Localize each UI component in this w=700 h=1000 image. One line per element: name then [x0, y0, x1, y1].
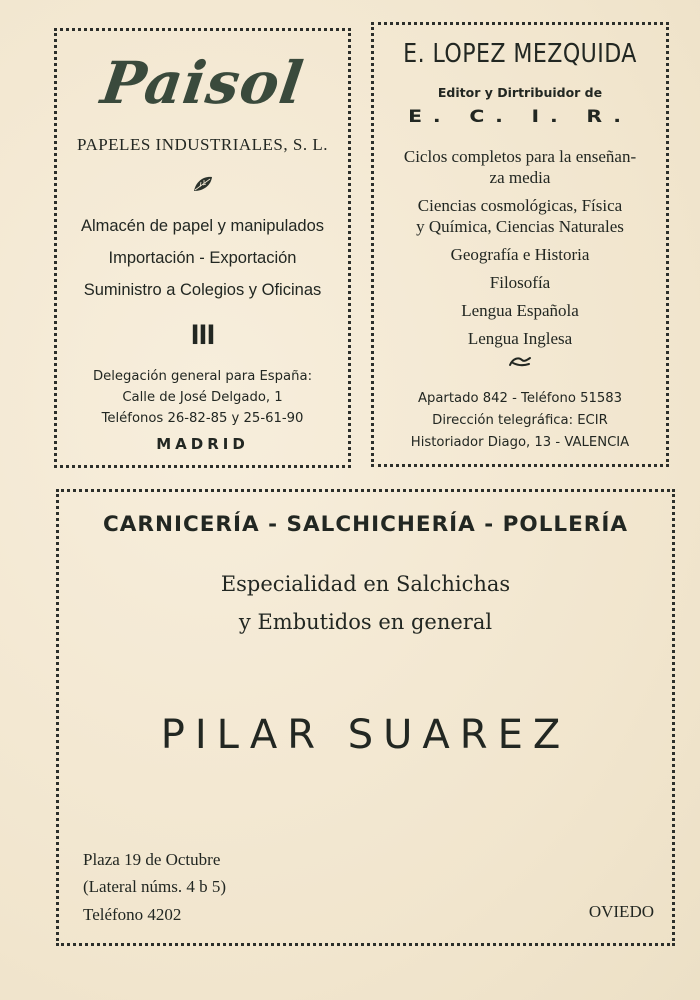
lopez-brand: E. C. I. R.: [408, 107, 632, 127]
lopez-subject: Lengua Española: [461, 301, 579, 320]
paisol-service: Almacén de papel y manipulados: [80, 217, 325, 235]
lopez-subject: Filosofía: [489, 273, 551, 292]
pilar-address: Plaza 19 de Octubre: [83, 850, 221, 869]
lopez-mezquida-advert: [371, 22, 669, 467]
lopez-cycles-line1: Ciclos completos para la enseñan-: [403, 147, 637, 166]
lopez-title: E. LOPEZ MEZQUIDA: [403, 39, 637, 69]
paisol-service: Importación - Exportación: [108, 249, 297, 267]
lopez-contact: Dirección telegráfica: ECIR: [432, 413, 608, 428]
paisol-service: Suministro a Colegios y Oficinas: [83, 281, 322, 299]
paisol-delegation: Delegación general para España:: [92, 369, 313, 384]
lopez-subject: Geografía e Historia: [450, 245, 590, 264]
paisol-city: MADRID: [156, 435, 249, 453]
pilar-suarez-advert: [56, 489, 675, 946]
lopez-subject: Ciencias cosmológicas, Física: [417, 196, 623, 215]
flourish-icon: [374, 355, 666, 374]
pilar-city: OVIEDO: [588, 902, 654, 921]
pilar-heading: CARNICERÍA - SALCHICHERÍA - POLLERÍA: [103, 512, 628, 537]
leaf-icon: [57, 175, 348, 198]
lopez-subject: Lengua Inglesa: [467, 329, 573, 348]
triple-bar-ornament: III: [190, 319, 215, 351]
pilar-address: (Lateral núms. 4 b 5): [83, 877, 227, 896]
lopez-contact: Historiador Diago, 13 - VALENCIA: [410, 435, 630, 450]
pilar-specialty-line2: y Embutidos en general: [238, 610, 493, 634]
lopez-subject: y Química, Ciencias Naturales: [416, 217, 624, 236]
lopez-contact: Apartado 842 - Teléfono 51583: [417, 391, 623, 406]
paisol-company-name: PAPELES INDUSTRIALES, S. L.: [77, 135, 328, 154]
paisol-logo: Paisol: [97, 49, 308, 117]
pilar-specialty-line1: Especialidad en Salchichas: [220, 572, 511, 596]
pilar-name: PILAR SUAREZ: [160, 712, 571, 758]
paisol-phones: Teléfonos 26-82-85 y 25-61-90: [101, 411, 304, 426]
paisol-address: Calle de José Delgado, 1: [122, 390, 283, 405]
lopez-cycles-line2: za media: [489, 168, 551, 187]
lopez-subtitle: Editor y Dirtribuidor de: [437, 85, 603, 100]
pilar-phone: Teléfono 4202: [83, 905, 182, 924]
paisol-advert: [54, 28, 351, 468]
